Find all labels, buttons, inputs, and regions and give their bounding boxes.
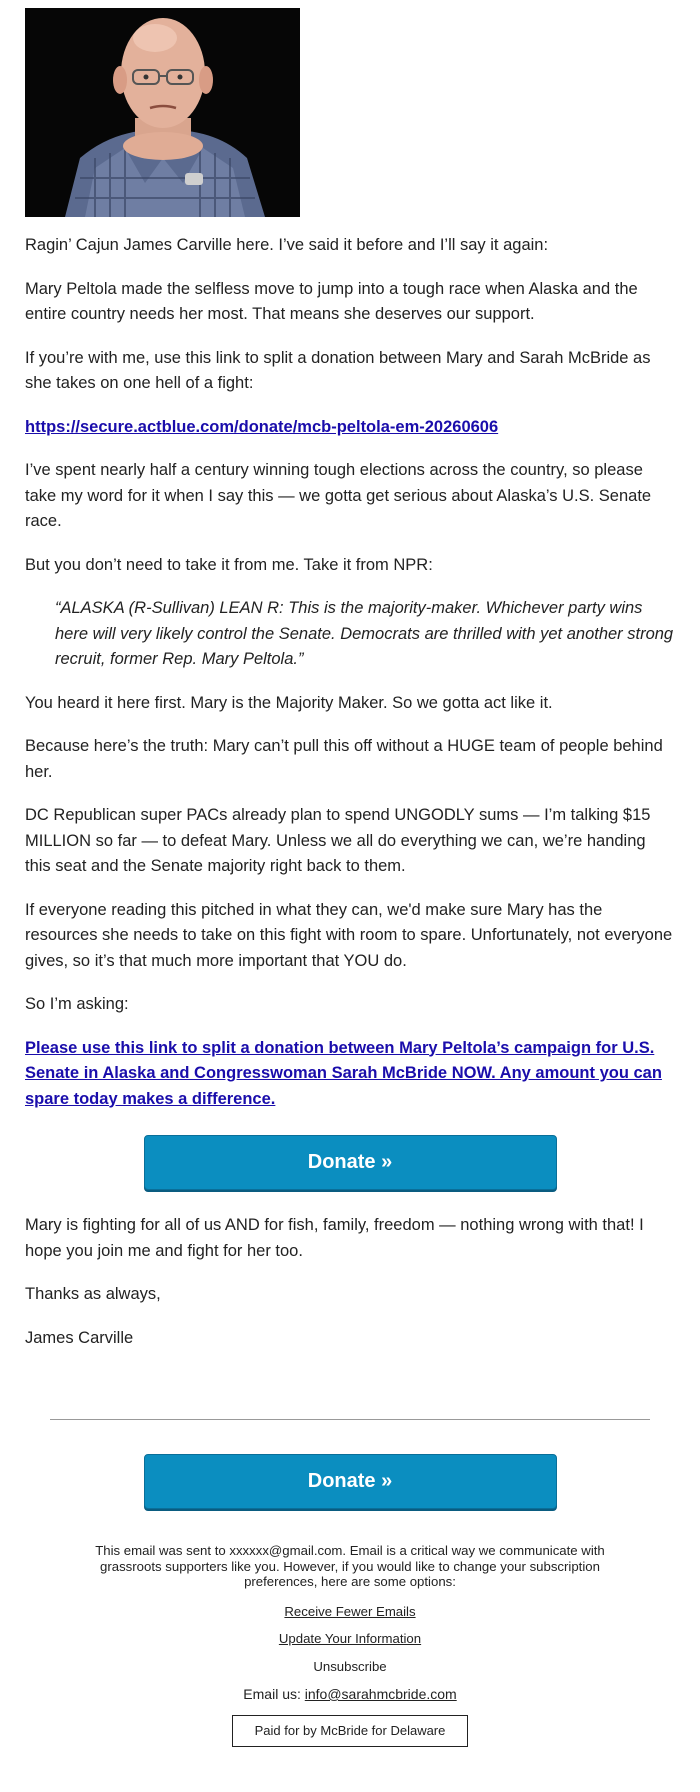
portrait-illustration	[25, 8, 300, 217]
update-info-row	[25, 1631, 675, 1647]
greeting-text: Ragin’ Cajun James Carville here. I’ve said it before and I’ll say it again:	[25, 236, 549, 254]
paragraph-majority-maker: You heard it here first. Mary is the Majority Maker. So we gotta act like it.	[25, 693, 553, 712]
donate-button[interactable]: Donate »	[144, 1135, 557, 1190]
email-body	[25, 8, 675, 1747]
footer-divider	[50, 1419, 650, 1420]
paid-for-row	[25, 1715, 675, 1747]
actblue-link-paragraph	[25, 415, 675, 441]
paragraph-npr-intro: But you don’t need to take it from me. Take it from NPR:	[25, 555, 433, 574]
contact-email-link[interactable]: info@sarahmcbride.com	[304, 1686, 457, 1702]
footer	[25, 1543, 675, 1747]
unsubscribe-link[interactable]: Unsubscribe	[313, 1658, 387, 1674]
footer-donate-button[interactable]: Donate »	[144, 1454, 557, 1509]
paragraph-asking: So I’m asking:	[25, 995, 129, 1013]
email-us-row	[25, 1687, 675, 1703]
paragraph-super-pacs: DC Republican super PACs already plan to spend UNGODLY sums — I’m talking $15 MILLION so far — to defeat Mary. Unless we all do everything we can, we’re handing this seat and the Senate majority right back to them.	[25, 806, 651, 875]
footer-divider-row	[25, 1419, 675, 1420]
fewer-emails-row	[25, 1604, 675, 1620]
email-us-label: Email us:	[243, 1686, 305, 1702]
paragraph-half-century: I’ve spent nearly half a century winning tough elections across the country, so please take my word for it when I say this — we gotta get serious about Alaska’s U.S. Senate race.	[25, 461, 652, 530]
paragraph-huge-team: Because here’s the truth: Mary can’t pull this off without a HUGE team of people behind her.	[25, 737, 663, 781]
npr-quote: “ALASKA (R-Sullivan) LEAN R: This is the majority-maker. Whichever party wins here will very likely control the Senate. Democrats are thrilled with yet another strong recruit, former Rep. Mary Peltola.”	[55, 599, 674, 668]
update-information-link[interactable]: Update Your Information	[278, 1631, 422, 1646]
paragraph-everyone-pitched: If everyone reading this pitched in what they can, we'd make sure Mary has the resources she needs to take on this fight with room to spare. Unfortunately, not everyone gives, so it’s that much more important that YOU do.	[25, 900, 673, 970]
paragraph-peltola-move: Mary Peltola made the selfless move to jump into a tough race when Alaska and the entire country needs her most. That means she deserves our support.	[25, 279, 638, 323]
carville-photo	[25, 8, 300, 217]
donate-button-row	[25, 1135, 675, 1190]
signature-name: James Carville	[25, 1328, 134, 1347]
footer-notice: This email was sent to xxxxxx@gmail.com. Email is a critical way we communicate with grassroots supporters like you. However, if you would like to change your subscription preferences, here are some options:	[95, 1543, 605, 1589]
paragraph-fish-family-freedom: Mary is fighting for all of us AND for fish, family, freedom — nothing wrong with that! I hope you join me and fight for her too.	[25, 1216, 644, 1260]
paragraph-split-donation: If you’re with me, use this link to split a donation between Mary and Sarah McBride as she takes on one hell of a fight:	[25, 348, 651, 392]
paid-for-disclaimer: Paid for by McBride for Delaware	[232, 1715, 469, 1747]
actblue-donate-link[interactable]: https://secure.actblue.com/donate/mcb-peltola-em-20260606	[25, 417, 499, 436]
unsubscribe-row	[25, 1659, 675, 1675]
split-donation-link-paragraph	[25, 1036, 675, 1113]
signoff-text: Thanks as always,	[25, 1285, 161, 1303]
split-donation-link[interactable]: Please use this link to split a donation between Mary Peltola’s campaign for U.S. Senate in Alaska and Congresswoman Sarah McBride NOW. Any amount you can spare today makes a difference.	[25, 1038, 662, 1108]
footer-donate-row	[25, 1454, 675, 1509]
receive-fewer-emails-link[interactable]: Receive Fewer Emails	[284, 1603, 416, 1619]
